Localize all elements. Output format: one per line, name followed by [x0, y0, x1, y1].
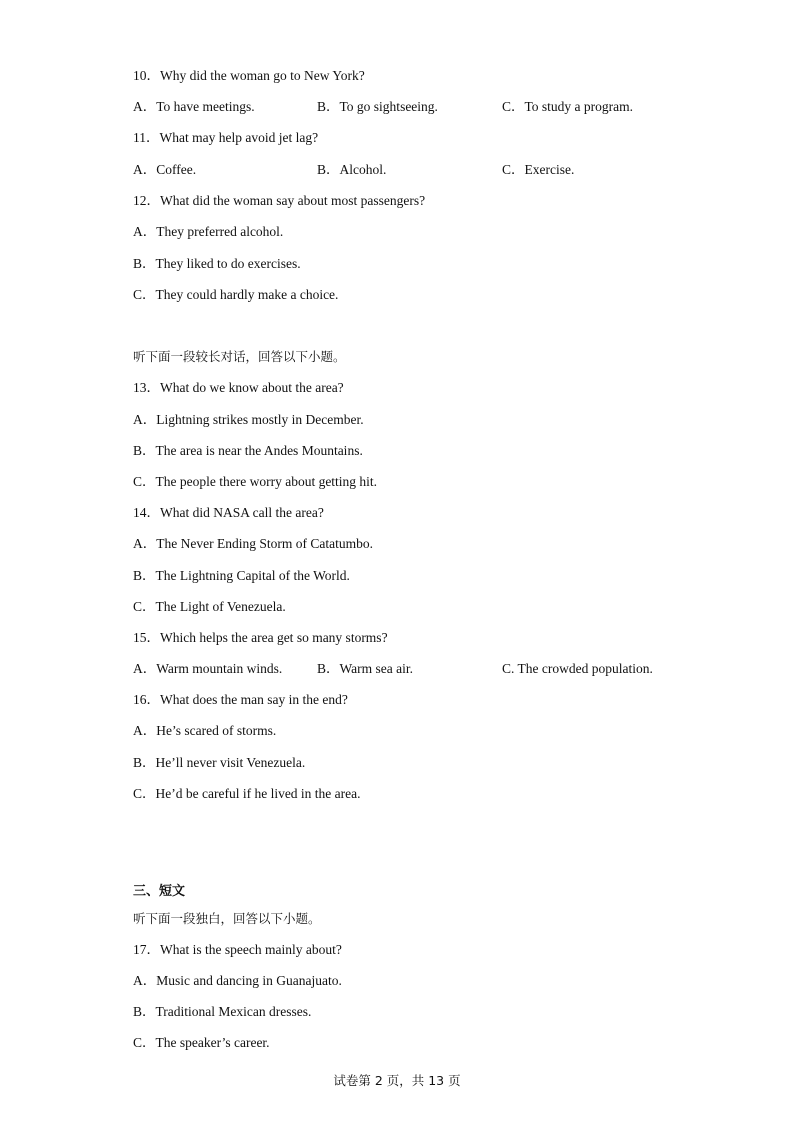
- question-14: 14．What did NASA call the area?: [133, 505, 324, 520]
- q10-option-c: C．To study a program.: [502, 99, 634, 114]
- page-footer: 试卷第 2 页，共 13 页: [333, 1073, 461, 1088]
- section-3-title: 三、短文: [133, 884, 186, 899]
- q15-option-a: A．Warm mountain winds.: [133, 661, 283, 676]
- q11-option-b: B．Alcohol.: [317, 162, 387, 177]
- q13-option-a: A．Lightning strikes mostly in December.: [133, 412, 364, 427]
- q16-option-a: A．He’s scared of storms.: [133, 723, 277, 738]
- q10-option-b: B．To go sightseeing.: [317, 99, 438, 114]
- q14-option-a: A．The Never Ending Storm of Catatumbo.: [133, 536, 373, 551]
- instruction-long-dialogue: 听下面一段较长对话，回答以下小题。: [133, 349, 346, 364]
- q11-option-a: A．Coffee.: [133, 162, 197, 177]
- q15-option-b: B．Warm sea air.: [317, 661, 414, 676]
- question-11: 11．What may help avoid jet lag?: [133, 130, 319, 145]
- q11-option-c: C．Exercise.: [502, 162, 575, 177]
- q12-option-c: C．They could hardly make a choice.: [133, 287, 339, 302]
- q14-option-b: B．The Lightning Capital of the World.: [133, 568, 350, 583]
- q14-option-c: C．The Light of Venezuela.: [133, 599, 286, 614]
- question-16: 16．What does the man say in the end?: [133, 692, 348, 707]
- q16-option-b: B．He’ll never visit Venezuela.: [133, 755, 306, 770]
- q13-option-b: B．The area is near the Andes Mountains.: [133, 443, 363, 458]
- q17-option-c: C．The speaker’s career.: [133, 1035, 270, 1050]
- question-13: 13．What do we know about the area?: [133, 380, 344, 395]
- question-17: 17．What is the speech mainly about?: [133, 942, 342, 957]
- q13-option-c: C．The people there worry about getting hit.: [133, 474, 378, 489]
- q17-option-b: B．Traditional Mexican dresses.: [133, 1004, 312, 1019]
- q15-option-c: C. The crowded population.: [502, 661, 653, 676]
- q17-option-a: A．Music and dancing in Guanajuato.: [133, 973, 342, 988]
- q12-option-a: A．They preferred alcohol.: [133, 224, 284, 239]
- question-12: 12．What did the woman say about most passengers?: [133, 193, 426, 208]
- instruction-monologue: 听下面一段独白，回答以下小题。: [133, 911, 321, 926]
- q12-option-b: B．They liked to do exercises.: [133, 256, 301, 271]
- question-15: 15．Which helps the area get so many storms?: [133, 630, 388, 645]
- question-10: 10．Why did the woman go to New York?: [133, 68, 365, 83]
- q16-option-c: C．He’d be careful if he lived in the area.: [133, 786, 361, 801]
- q10-option-a: A．To have meetings.: [133, 99, 255, 114]
